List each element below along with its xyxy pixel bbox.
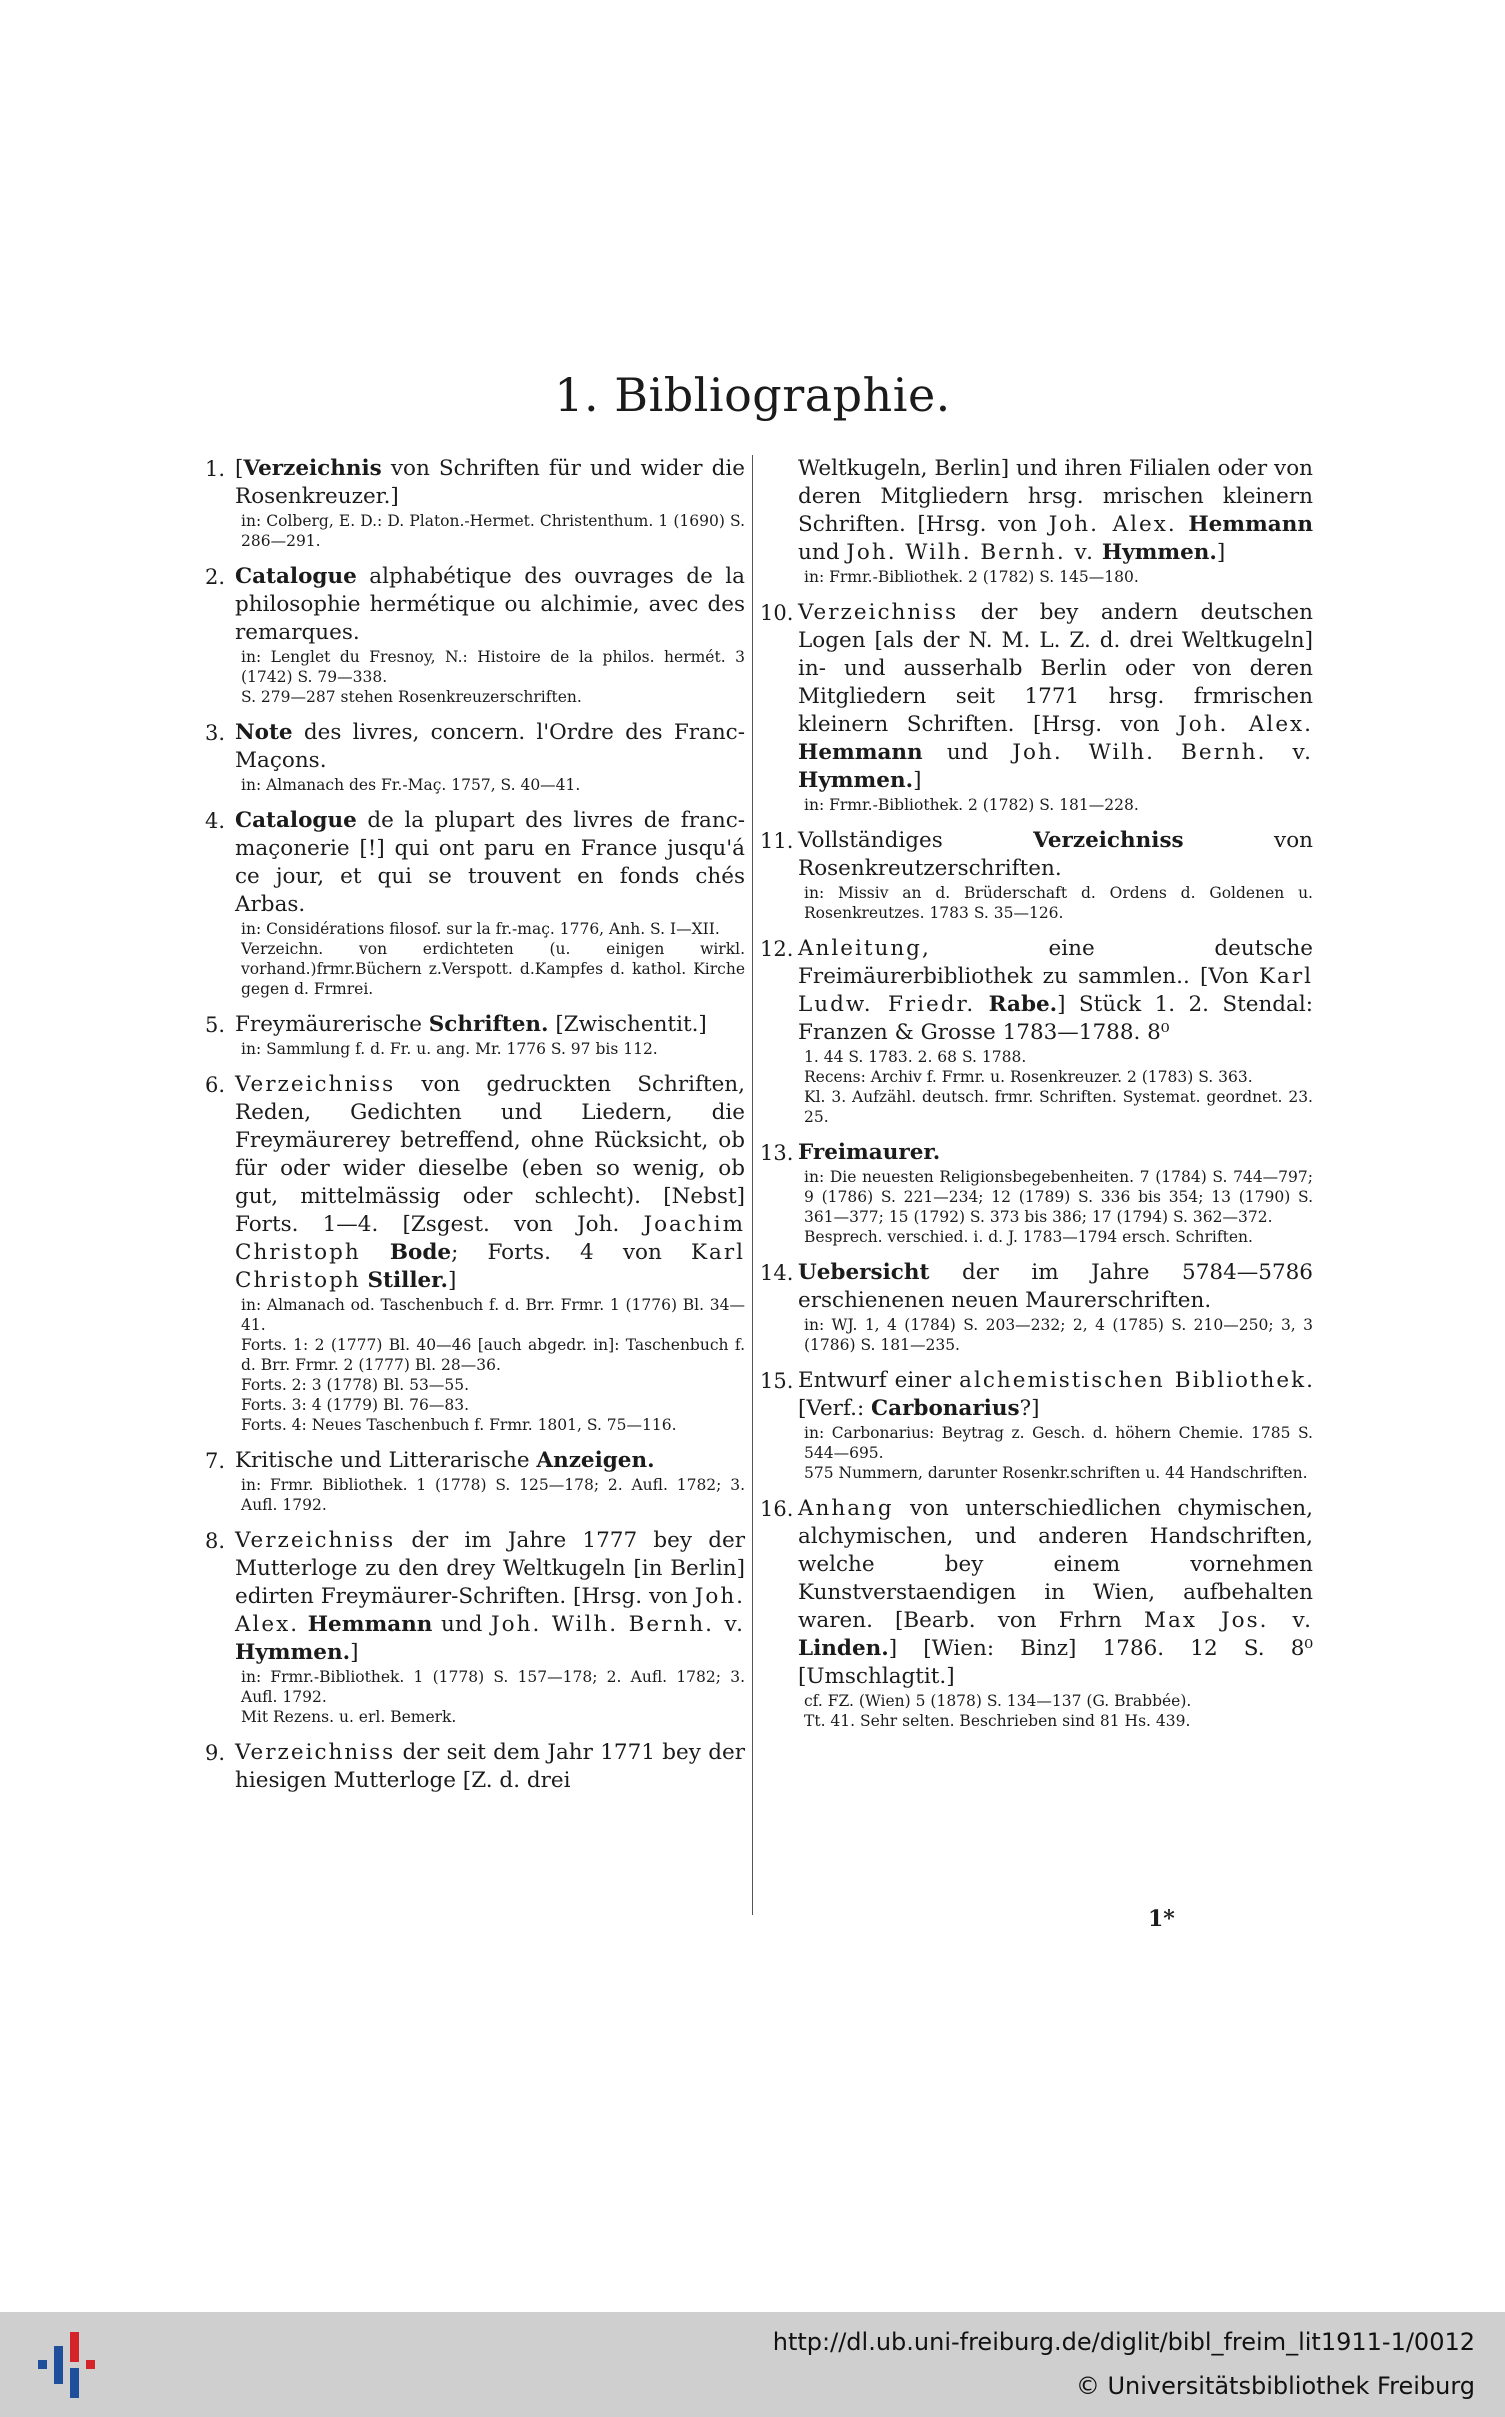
title-text: [: [235, 456, 244, 481]
entry-title: [235, 807, 745, 919]
entry-number: 5.: [205, 1013, 226, 1037]
entry-note: in: Almanach od. Taschenbuch f. d. Brr. Frmr. 1 (1776) Bl. 34—41.: [241, 1296, 745, 1334]
entry-title: [235, 1527, 745, 1667]
keyword: Rabe.: [988, 992, 1058, 1017]
keyword: Verzeichnis: [243, 456, 382, 481]
entry-title: [235, 1071, 745, 1295]
entry-note: in: Considérations filosof. sur la fr.-maç. 1776, Anh. S. I—XII.: [241, 920, 720, 938]
spaced-name: Verzeichniss: [235, 1740, 396, 1765]
entry-number: 15.: [760, 1369, 794, 1393]
keyword: Hemmann: [307, 1612, 433, 1637]
entry-continuation: [768, 455, 1313, 587]
entry-note: 575 Nummern, darunter Rosenkr.schriften u. 44 Handschriften.: [804, 1464, 1308, 1482]
entry: [760, 935, 1313, 1127]
column-divider: [752, 455, 753, 1915]
entry-number: 2.: [205, 565, 226, 589]
left-column: [205, 455, 745, 1807]
entry-number: 3.: [205, 721, 226, 745]
title-text: ]: [448, 1268, 457, 1293]
entry: [760, 827, 1313, 923]
title-text: Vollständiges: [798, 828, 1034, 853]
entry-number: 13.: [760, 1141, 794, 1165]
entry-note: in: Frmr.-Bibliothek. 2 (1782) S. 145—180.: [804, 568, 1139, 586]
entry-title: [798, 1367, 1313, 1423]
entry: [205, 1071, 745, 1435]
spaced-name: Joachim Christoph: [235, 1212, 745, 1265]
keyword: Uebersicht: [798, 1260, 930, 1285]
copyright-notice: © Universitätsbibliothek Freiburg: [1075, 2372, 1475, 2400]
entry-note: Kl. 3. Aufzähl. deutsch. frmr. Schriften. Systemat. geordnet. 23. 25.: [804, 1088, 1313, 1126]
entry-note: Tt. 41. Sehr selten. Beschrieben sind 81 Hs. 439.: [804, 1712, 1191, 1730]
entry-number: 1.: [205, 457, 226, 481]
entry-title: [235, 455, 745, 511]
entry-note: in: Frmr.-Bibliothek. 1 (1778) S. 157—178; 2. Aufl. 1782; 3. Aufl. 1792.: [241, 1668, 745, 1706]
entry-title: [798, 935, 1313, 1047]
entry: [205, 563, 745, 707]
title-text: [1177, 512, 1189, 537]
entry: [760, 1367, 1313, 1483]
entry-note: in: Lenglet du Fresnoy, N.: Histoire de la philos. hermét. 3 (1742) S. 79—338.: [241, 648, 745, 686]
title-text: der seit dem Jahr 1771 bey der hiesigen Mutterloge [Z. d. drei: [235, 1740, 745, 1793]
entry-note: Forts. 3: 4 (1779) Bl. 76—83.: [241, 1396, 470, 1414]
entry: [760, 1139, 1313, 1247]
entry: [205, 807, 745, 999]
title-text: ; Forts. 4 von: [451, 1240, 691, 1265]
entry: [760, 1495, 1313, 1731]
title-text: der bey andern deutschen Logen [als der N. M. L. Z. d. drei Weltkugeln] in- und ausserhalb Berlin oder von deren Mitgliedern seit 1771 hrsg. frmrischen kleinern Schriften. [Hrsg. von: [798, 600, 1313, 737]
entry-number: 16.: [760, 1497, 794, 1521]
spaced-name: Joh. Alex.: [1048, 512, 1177, 537]
entry-title: [235, 719, 745, 775]
title-text: und: [432, 1612, 492, 1637]
keyword: Linden.: [798, 1636, 889, 1661]
entry-note: Forts. 1: 2 (1777) Bl. 40—46 [auch abgedr. in]: Taschenbuch f. d. Brr. Frmr. 2 (1777) Bl. 28—36.: [241, 1336, 745, 1374]
entry-title: [798, 1139, 1313, 1167]
keyword: Catalogue: [235, 808, 357, 833]
entry-note: S. 279—287 stehen Rosenkreuzerschriften.: [241, 688, 582, 706]
entry-note: Besprech. verschied. i. d. J. 1783—1794 ersch. Schriften.: [804, 1228, 1253, 1246]
title-text: [299, 1612, 308, 1637]
title-text: ]: [1216, 540, 1226, 565]
title-text: [361, 1268, 368, 1293]
entry-note: in: Sammlung f. d. Fr. u. ang. Mr. 1776 S. 97 bis 112.: [241, 1040, 658, 1058]
entry: [205, 1447, 745, 1515]
entry: [205, 1739, 745, 1795]
entry-title: [798, 827, 1313, 883]
entry: [760, 599, 1313, 815]
title-text: von unterschiedlichen chymischen, alchymischen, und anderen Handschriften, welche bey einem vornehmen Kunstverstaendigen in Wien, aufbehalten waren. [Bearb. von Frhrn: [798, 1496, 1313, 1633]
keyword: Anzeigen.: [536, 1448, 655, 1473]
title-text: der im Jahre 5784—5786 erschienenen neuen Maurerschriften.: [798, 1260, 1313, 1313]
entry: [760, 1259, 1313, 1355]
keyword: Stiller.: [367, 1268, 449, 1293]
entry: [205, 1527, 745, 1727]
spaced-name: Anhang: [798, 1496, 894, 1521]
entry-note: in: Almanach des Fr.-Maç. 1757, S. 40—41.: [241, 776, 581, 794]
entry-note: in: Missiv an d. Brüderschaft d. Ordens d. Goldenen u. Rosenkreutzes. 1783 S. 35—126.: [804, 884, 1313, 922]
keyword: Hemmann: [798, 740, 923, 765]
entry-number: 14.: [760, 1261, 794, 1285]
keyword: Schriften.: [428, 1012, 549, 1037]
entry-note: Verzeichn. von erdichteten (u. einigen wirkl. vorhand.)frmr.Büchern z.Verspott. d.Kampfes d. kathol. Kirche gegen d. Frmrei.: [241, 940, 745, 998]
entry-title: [235, 1739, 745, 1795]
title-text: Entwurf einer: [798, 1368, 960, 1393]
spaced-name: Verzeichniss: [798, 600, 959, 625]
title-text: und: [922, 740, 1013, 765]
title-text: . [Verf.:: [798, 1368, 1313, 1421]
entry-note: Forts. 2: 3 (1778) Bl. 53—55.: [241, 1376, 470, 1394]
entry-note: in: Carbonarius: Beytrag z. Gesch. d. höhern Chemie. 1785 S. 544—695.: [804, 1424, 1313, 1462]
spaced-name: Joh. Wilh. Bernh. v.: [846, 540, 1095, 565]
spaced-name: Verzeichniss: [235, 1072, 396, 1097]
keyword: Hymmen.: [235, 1640, 351, 1665]
title-text: der im Jahre 1777 bey der Mutterloge zu den drey Weltkugeln [in Berlin] edirten Freymäurer-Schriften. [Hrsg. von: [235, 1528, 745, 1609]
entry-note: in: Die neuesten Religionsbegebenheiten. 7 (1784) S. 744—797; 9 (1786) S. 221—234; 12 (1789) S. 336 bis 354; 13 (1790) S. 361—377; 15 (1792) S. 373 bis 386; 17 (1794) S. 362—372.: [804, 1168, 1313, 1226]
entry: [205, 1011, 745, 1059]
keyword: Carbonarius: [871, 1396, 1020, 1421]
keyword: Catalogue: [235, 564, 357, 589]
spaced-name: Max Jos. v.: [1143, 1608, 1313, 1633]
spaced-name: Joh. Wilh. Bernh. v.: [491, 1612, 745, 1637]
entry-number: 9.: [205, 1741, 226, 1765]
title-text: alphabétique des ouvrages de la philosophie hermétique ou alchimie, avec des remarques.: [235, 564, 745, 645]
title-text: [361, 1240, 390, 1265]
title-text: [975, 992, 988, 1017]
title-text: Kritische und Litterarische: [235, 1448, 537, 1473]
entry-note: 1. 44 S. 1783. 2. 68 S. 1788.: [804, 1048, 1027, 1066]
page-title: 1. Bibliographie.: [554, 368, 951, 422]
spaced-name: Anleitung: [798, 936, 922, 961]
entry-note: Recens: Archiv f. Frmr. u. Rosenkreuzer. 2 (1783) S. 363.: [804, 1068, 1253, 1086]
keyword: Note: [235, 720, 293, 745]
entry-note: Forts. 4: Neues Taschenbuch f. Frmr. 1801, S. 75—116.: [241, 1416, 677, 1434]
entry: [205, 719, 745, 795]
spaced-name: Joh. Alex.: [235, 1584, 745, 1637]
entry-note: in: WJ. 1, 4 (1784) S. 203—232; 2, 4 (1785) S. 210—250; 3, 3 (1786) S. 181—235.: [804, 1316, 1313, 1354]
title-text: ?]: [1019, 1396, 1040, 1421]
spaced-name: Verzeichniss: [235, 1528, 396, 1553]
entry-note: in: Frmr. Bibliothek. 1 (1778) S. 125—178; 2. Aufl. 1782; 3. Aufl. 1792.: [241, 1476, 745, 1514]
entry-number: 7.: [205, 1449, 226, 1473]
title-text: des livres, concern. l'Ordre des Franc-Maçons.: [235, 720, 745, 773]
entry-number: 10.: [760, 601, 794, 625]
entry-title: [235, 1011, 745, 1039]
title-text: de la plupart des livres de franc-maçonerie [!] qui ont paru en France jusqu'á ce jour, et qui se trouvent en fonds chés Arbas.: [235, 808, 745, 917]
entry-title: [798, 1495, 1313, 1691]
entry: [205, 455, 745, 551]
entry-note: in: Colberg, E. D.: D. Platon.-Hermet. Christenthum. 1 (1690) S. 286—291.: [241, 512, 745, 550]
entry-title: [798, 599, 1313, 795]
title-text: Weltkugeln, Berlin] und ihren Filialen oder von deren Mitgliedern hrsg. mrischen kleinern Schriften. [Hrsg. von: [798, 456, 1313, 537]
title-text: [Zwischentit.]: [548, 1012, 707, 1037]
spaced-name: Joh. Wilh. Bernh. v.: [1012, 740, 1313, 765]
keyword: Verzeichniss: [1033, 828, 1184, 853]
entry-note: in: Frmr.-Bibliothek. 2 (1782) S. 181—228.: [804, 796, 1139, 814]
keyword: Freimaurer.: [798, 1140, 941, 1165]
title-text: von Rosenkreutzerschriften.: [798, 828, 1313, 881]
entry-number: 12.: [760, 937, 794, 961]
title-text: ]: [350, 1640, 359, 1665]
title-text: ] Stück 1. 2. Stendal: Franzen & Grosse 1783—1788. 8⁰: [798, 992, 1313, 1045]
title-text: von gedruckten Schriften, Reden, Gedichten und Liedern, die Freymäurerey betreffend, ohne Rücksicht, ob für oder wider dieselbe (eben so wenig, ob gut, mittelmässig oder schlecht). [Nebst] Forts. 1—4. [Zsgest. von Joh.: [235, 1072, 745, 1237]
viewer-footer: [0, 2312, 1505, 2417]
entry-number: 4.: [205, 809, 226, 833]
entry-number: 11.: [760, 829, 794, 853]
title-text: und: [798, 540, 847, 565]
title-text: von Schriften für und wider die Rosenkreuzer.]: [235, 456, 745, 509]
entry-number: 8.: [205, 1529, 226, 1553]
entry-number: 6.: [205, 1073, 226, 1097]
spaced-name: alchemistischen Bibliothek: [959, 1368, 1307, 1393]
entry-title: [798, 455, 1313, 567]
signature-mark: 1*: [1148, 1906, 1175, 1932]
title-text: , eine deutsche Freimäurerbibliothek zu sammlen.. [Von: [798, 936, 1313, 989]
keyword: Hymmen.: [1101, 540, 1217, 565]
title-text: Freymäurerische: [235, 1012, 429, 1037]
keyword: Hymmen.: [798, 768, 914, 793]
entry-title: [798, 1259, 1313, 1315]
entry-note: cf. FZ. (Wien) 5 (1878) S. 134—137 (G. Brabbée).: [804, 1692, 1192, 1710]
spaced-name: Joh. Alex.: [1178, 712, 1313, 737]
spaced-name: Karl Ludw. Friedr.: [798, 964, 1313, 1017]
keyword: Hemmann: [1188, 512, 1313, 537]
permalink-url[interactable]: http://dl.ub.uni-freiburg.de/diglit/bibl_freim_lit1911-1/0012: [772, 2328, 1475, 2356]
keyword: Bode: [389, 1240, 452, 1265]
title-text: ]: [913, 768, 922, 793]
title-text: ] [Wien: Binz] 1786. 12 S. 8⁰ [Umschlagtit.]: [798, 1636, 1313, 1689]
right-column: [760, 455, 1313, 1743]
spaced-name: Karl Christoph: [235, 1240, 745, 1293]
entry-title: [235, 1447, 745, 1475]
ub-freiburg-logo-icon: [34, 2330, 104, 2400]
entry-title: [235, 563, 745, 647]
title-text: [1095, 540, 1102, 565]
entry-note: Mit Rezens. u. erl. Bemerk.: [241, 1708, 457, 1726]
